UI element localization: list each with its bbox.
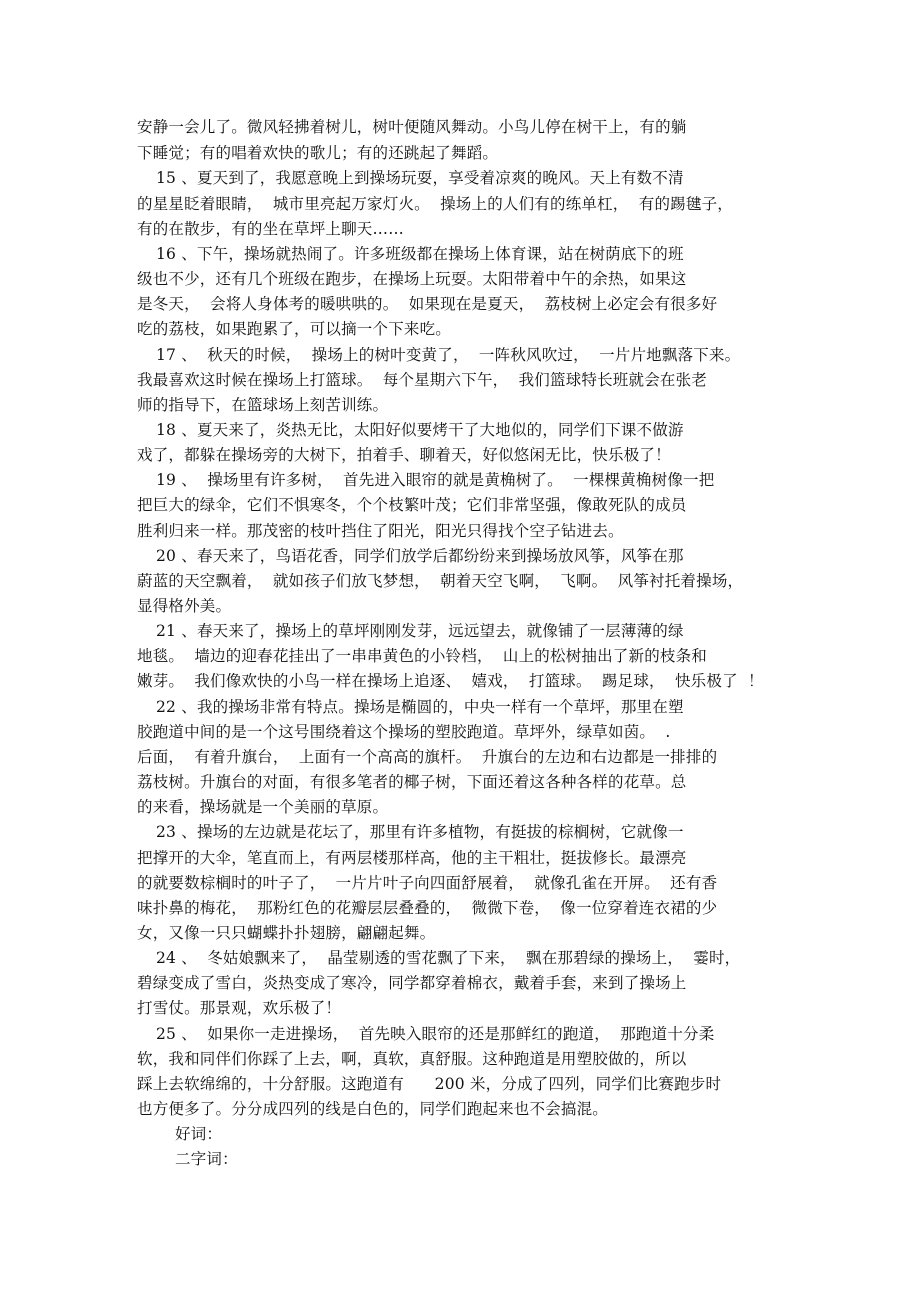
text-line: 21 、春天来了，操场上的草坪刚刚发芽，远远望去，就像铺了一层薄薄的绿 xyxy=(156,622,684,640)
text-line: 地毯。 墙边的迎春花挂出了一串串黄色的小铃档， 山上的松树抽出了新的枝条和 xyxy=(137,647,708,665)
text-line: 的就要数棕榈时的叶子了， 一片片叶子向四面舒展着， 就像孔雀在开屏。 还有香 xyxy=(137,874,718,892)
text-line: 的星星眨着眼睛， 城市里亮起万家灯火。 操场上的人们有的练单杠， 有的踢毽子， xyxy=(137,195,733,213)
text-line: 软，我和同伴们你踩了上去，啊，真软，真舒服。这种跑道是用塑胶做的，所以 xyxy=(137,1050,687,1068)
text-line: 的来看，操场就是一个美丽的草原。 xyxy=(137,798,389,816)
text-line: 荔枝树。升旗台的对面，有很多笔者的椰子树，下面还着这各种各样的花草。总 xyxy=(137,773,687,791)
text-line: 24 、 冬姑娘飘来了， 晶莹剔透的雪花飘了下来， 飘在那碧绿的操场上， 霎时， xyxy=(156,949,741,967)
text-line: 味扑鼻的梅花， 那粉红色的花瓣层层叠叠的， 微微下卷， 像一位穿着连衣裙的少 xyxy=(137,899,718,917)
text-line: 16 、下午，操场就热闹了。许多班级都在操场上体育课，站在树荫底下的班 xyxy=(156,245,684,263)
text-line: 打雪仗。那景观，欢乐极了！ xyxy=(137,999,342,1017)
section-heading: 好词： xyxy=(175,1125,223,1143)
text-line: 下睡觉；有的唱着欢快的歌儿；有的还跳起了舞蹈。 xyxy=(137,144,499,162)
text-line: 师的指导下，在篮球场上刻苦训练。 xyxy=(137,396,389,414)
text-line: 有的在散步，有的坐在草坪上聊天…… xyxy=(137,220,404,238)
text-line: 也方便多了。分分成四列的线是白色的，同学们跑起来也不会搞混。 xyxy=(137,1100,609,1118)
text-line: 17 、 秋天的时候， 操场上的树叶变黄了， 一阵秋风吹过， 一片片地飘落下来。 xyxy=(156,346,741,364)
section-heading: 二字词： xyxy=(175,1150,238,1168)
text-line: 蔚蓝的天空飘着， 就如孩子们放飞梦想， 朝着天空飞啊， 飞啊。 风筝衬托着操场， xyxy=(137,572,744,590)
text-line: 我最喜欢这时候在操场上打篮球。 每个星期六下午， 我们篮球特长班就会在张老 xyxy=(137,371,708,389)
text-line: 22 、我的操场非常有特点。操场是椭圆的，中央一样有一个草坪，那里在塑 xyxy=(156,698,684,716)
text-line: 戏了，都躲在操场旁的大树下，拍着手、聊着天，好似悠闲无比，快乐极了！ xyxy=(137,446,671,464)
text-line: 女，又像一只只蝴蝶扑扑翅膀，翩翩起舞。 xyxy=(137,924,436,942)
text-line: 吃的荔枝，如果跑累了，可以摘一个下来吃。 xyxy=(137,320,452,338)
text-line: 20 、春天来了，鸟语花香，同学们放学后都纷纷来到操场放风筝，风筝在那 xyxy=(156,547,684,565)
text-line: 19 、 操场里有许多树， 首先进入眼帘的就是黄桷树了。 一棵棵黄桷树像一把 xyxy=(156,471,715,489)
text-line: 嫩芽。 我们像欢快的小鸟一样在操场上追逐、 嬉戏， 打篮球。 踢足球， 快乐极了 ！ xyxy=(137,672,764,690)
text-line: 踩上去软绵绵的，十分舒服。这跑道有 200 米，分成了四列，同学们比赛跑步时 xyxy=(137,1075,722,1093)
text-line: 胶跑道中间的是一个这号围绕着这个操场的塑胶跑道。草坪外，绿草如茵。 . xyxy=(137,723,671,741)
text-line: 25 、 如果你一走进操场， 首先映入眼帘的还是那鲜红的跑道， 那跑道十分柔 xyxy=(156,1025,715,1043)
text-line: 显得格外美。 xyxy=(137,597,232,615)
text-line: 15 、夏天到了，我愿意晚上到操场玩耍，享受着凉爽的晚风。天上有数不清 xyxy=(156,169,684,187)
text-line: 23 、操场的左边就是花坛了，那里有许多植物，有挺拔的棕榈树，它就像一 xyxy=(156,823,684,841)
text-line: 碧绿变成了雪白，炎热变成了寒冷，同学都穿着棉衣，戴着手套，来到了操场上 xyxy=(137,974,687,992)
text-line: 是冬天， 会将人身体考的暖哄哄的。 如果现在是夏天， 荔枝树上必定会有很多好 xyxy=(137,295,718,313)
text-line: 18 、夏天来了，炎热无比，太阳好似要烤干了大地似的，同学们下课不做游 xyxy=(156,421,684,439)
text-line: 安静一会儿了。微风轻拂着树儿，树叶便随风舞动。小鸟儿停在树干上，有的躺 xyxy=(137,118,687,136)
text-line: 级也不少，还有几个班级在跑步，在操场上玩耍。太阳带着中午的余热，如果这 xyxy=(137,270,687,288)
text-line: 把撑开的大伞，笔直而上，有两层楼那样高，他的主干粗壮，挺拔修长。最漂亮 xyxy=(137,849,687,867)
text-line: 后面， 有着升旗台， 上面有一个高高的旗杆。 升旗台的左边和右边都是一排排的 xyxy=(137,748,718,766)
text-line: 把巨大的绿伞，它们不惧寒冬，个个枝繁叶茂；它们非常坚强，像敢死队的成员 xyxy=(137,496,687,514)
text-line: 胜利归来一样。那茂密的枝叶挡住了阳光，阳光只得找个空子钻进去。 xyxy=(137,522,624,540)
